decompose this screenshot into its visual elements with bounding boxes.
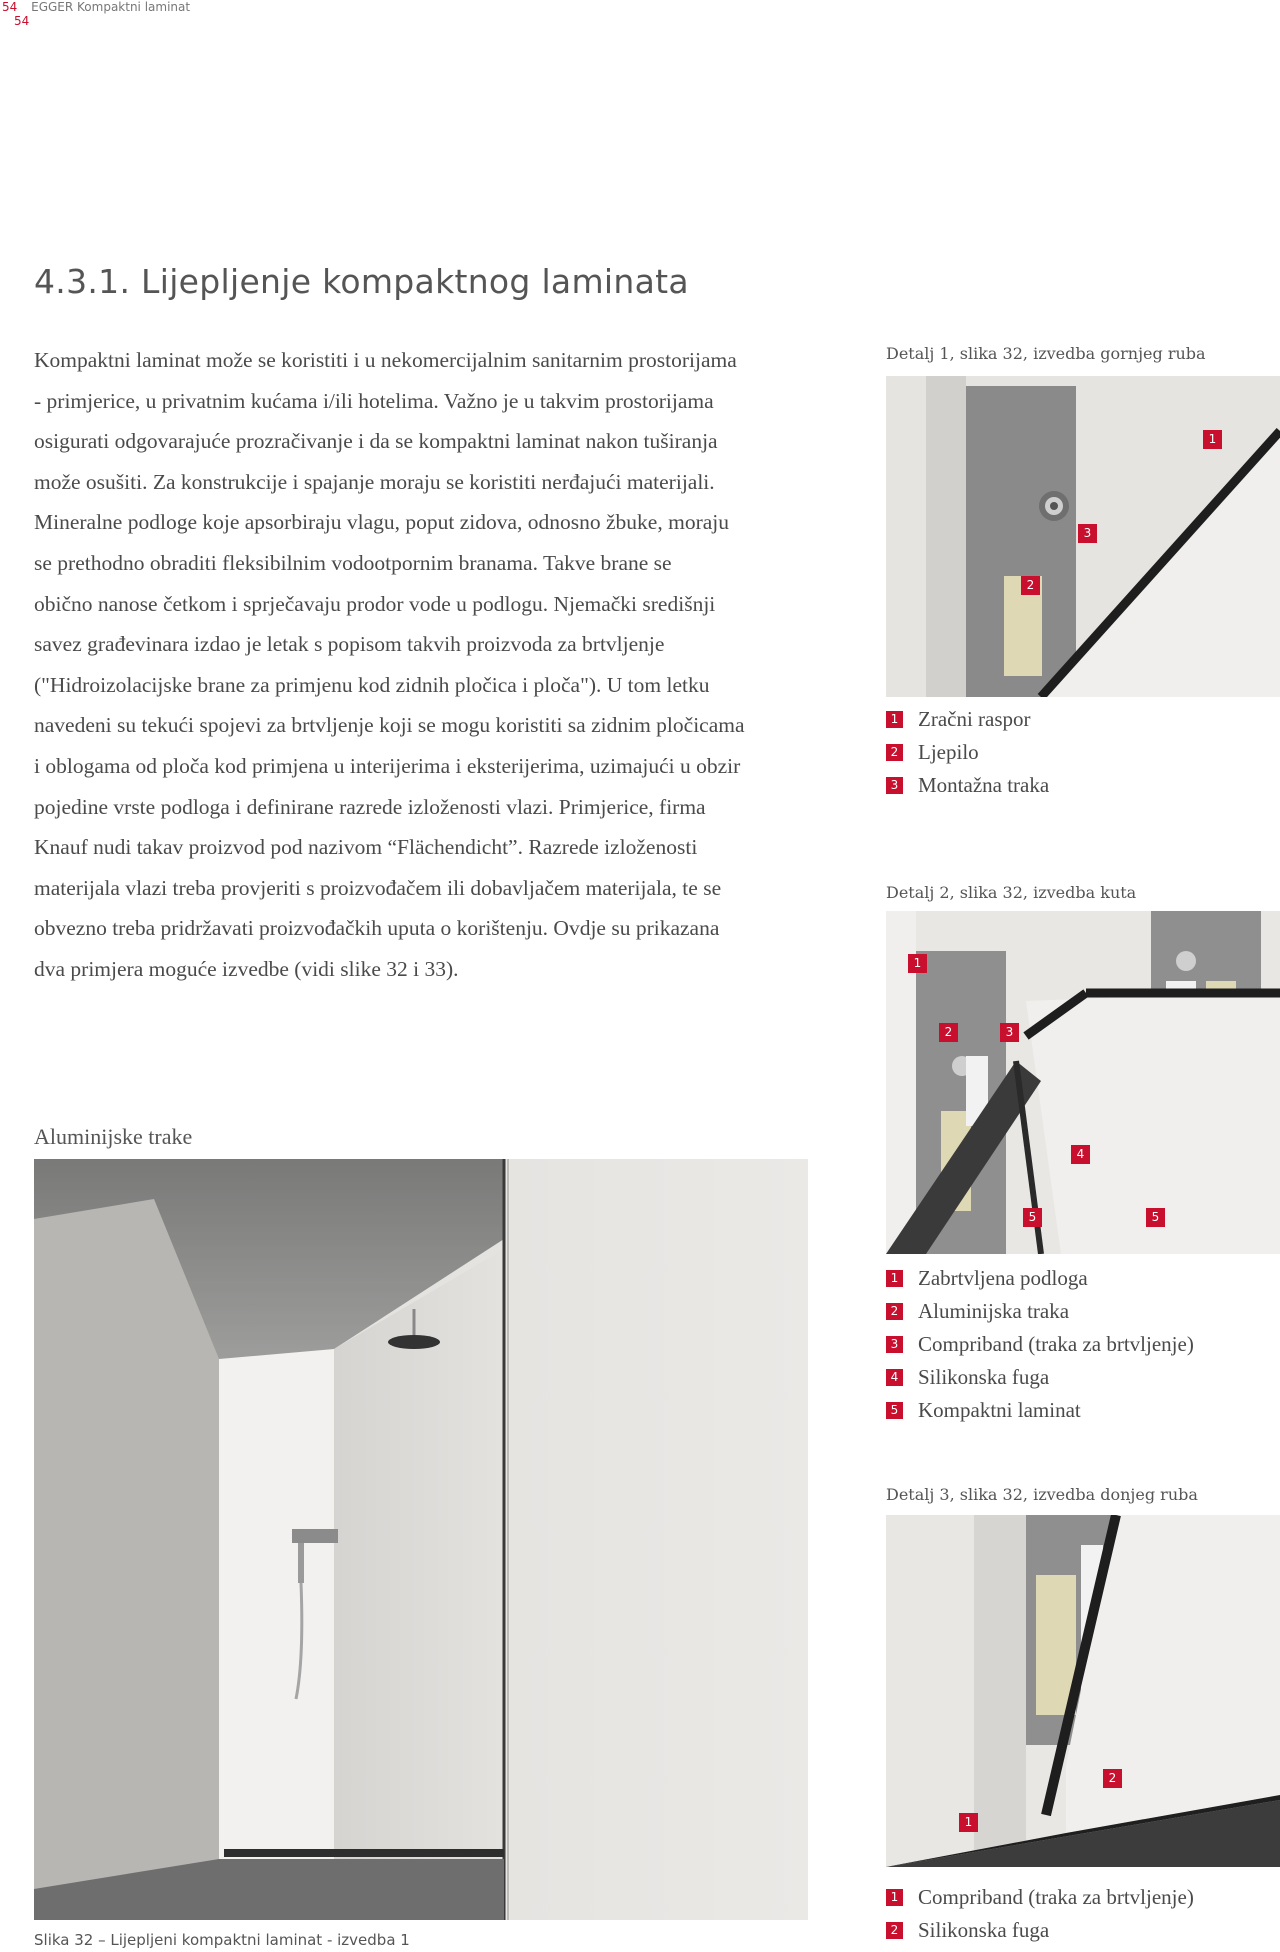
legend-item: 1 Compriband (traka za brtvljenje) <box>886 1881 1194 1914</box>
detail2-marker-3: 3 <box>1000 1023 1019 1042</box>
legend-item: 2 Silikonska fuga <box>886 1914 1194 1947</box>
body-line: može osušiti. Za konstrukcije i spajanje moraju se koristiti nerđajući materijali. <box>34 469 715 494</box>
legend-item: 1 Zabrtvljena podloga <box>886 1262 1194 1295</box>
shower-photo <box>34 1159 808 1920</box>
body-line: materijala vlazi treba provjeriti s proizvođačem ili dobavljačem materijala, te se <box>34 875 722 900</box>
legend-item: 5 Kompaktni laminat <box>886 1394 1194 1427</box>
detail1-legend <box>886 703 1049 802</box>
detail3-marker-2: 2 <box>1103 1769 1122 1788</box>
detail2-marker-5b: 5 <box>1146 1208 1165 1227</box>
body-line: se prethodno obraditi fleksibilnim vodootpornim branama. Takve brane se <box>34 550 672 575</box>
detail1-caption: Detalj 1, slika 32, izvedba gornjeg ruba <box>886 344 1206 363</box>
detail3-illustration <box>886 1515 1280 1867</box>
detail1-marker-3: 3 <box>1078 524 1097 543</box>
page-header <box>2 0 190 14</box>
detail1-marker-1: 1 <box>1203 430 1222 449</box>
body-line: ("Hidroizolacijske brane za primjenu kod zidnih pločica i ploča"). U tom letku <box>34 672 710 697</box>
legend-item: 4 Silikonska fuga <box>886 1361 1194 1394</box>
body-line: savez građevinara izdao je letak s popisom takvih proizvoda za brtvljenje <box>34 632 665 657</box>
body-line: i oblogama od ploča kod primjena u interijerima i eksterijerima, uzimajući u obzir <box>34 753 741 778</box>
body-line: pojedine vrste podloga i definirane razrede izloženosti vlazi. Primjerice, firma <box>34 794 706 819</box>
body-line: obično nanose četkom i sprječavaju prodor vode u podlogu. Njemački središnji <box>34 591 716 616</box>
detail2-caption: Detalj 2, slika 32, izvedba kuta <box>886 883 1137 902</box>
document-title: EGGER Kompaktni laminat <box>31 0 191 14</box>
body-line: obvezno treba pridržavati proizvođačkih uputa o korištenju. Ovdje su prikazana <box>34 916 720 941</box>
photo-caption: Slika 32 – Lijepljeni kompaktni laminat - izvedba 1 <box>34 1931 410 1949</box>
detail1-illustration <box>886 376 1280 697</box>
body-line: Mineralne podloge koje apsorbiraju vlagu, poput zidova, odnosno žbuke, moraju <box>34 510 730 535</box>
detail2-marker-1: 1 <box>908 954 927 973</box>
body-line: navedeni su tekući spojevi za brtvljenje koji se mogu koristiti sa zidnim pločicama <box>34 713 745 738</box>
page-number-small: 54 <box>14 14 30 28</box>
detail3-marker-1: 1 <box>959 1813 978 1832</box>
legend-item: 3 Montažna traka <box>886 769 1049 802</box>
body-line: Kompaktni laminat može se koristiti i u nekomercijalnim sanitarnim prostorijama <box>34 348 737 372</box>
page-number: 54 <box>2 0 18 14</box>
detail2-legend <box>886 1262 1194 1427</box>
detail3-caption: Detalj 3, slika 32, izvedba donjeg ruba <box>886 1485 1198 1504</box>
body-line: Knauf nudi takav proizvod pod nazivom “Flächendicht”. Razrede izloženosti <box>34 835 698 860</box>
detail1-marker-2: 2 <box>1021 576 1040 595</box>
legend-item: 2 Ljepilo <box>886 736 1049 769</box>
body-line: dva primjera moguće izvedbe (vidi slike 32 i 33). <box>34 956 459 981</box>
detail2-marker-2: 2 <box>939 1023 958 1042</box>
section-title: 4.3.1. Lijepljenje kompaktnog laminata <box>34 262 689 301</box>
legend-item: 1 Zračni raspor <box>886 703 1049 736</box>
body-text <box>34 340 824 990</box>
legend-item: 3 Compriband (traka za brtvljenje) <box>886 1328 1194 1361</box>
detail2-marker-5a: 5 <box>1023 1208 1042 1227</box>
detail3-legend <box>886 1881 1194 1947</box>
body-line: - primjerice, u privatnim kućama i/ili hotelima. Važno je u takvim prostorijama <box>34 388 714 413</box>
body-line: osigurati odgovarajuće prozračivanje i da se kompaktni laminat nakon tuširanja <box>34 429 718 454</box>
detail2-illustration <box>886 911 1280 1254</box>
legend-item: 2 Aluminijska traka <box>886 1295 1194 1328</box>
photo-label: Aluminijske trake <box>34 1124 193 1149</box>
detail2-marker-4: 4 <box>1071 1145 1090 1164</box>
